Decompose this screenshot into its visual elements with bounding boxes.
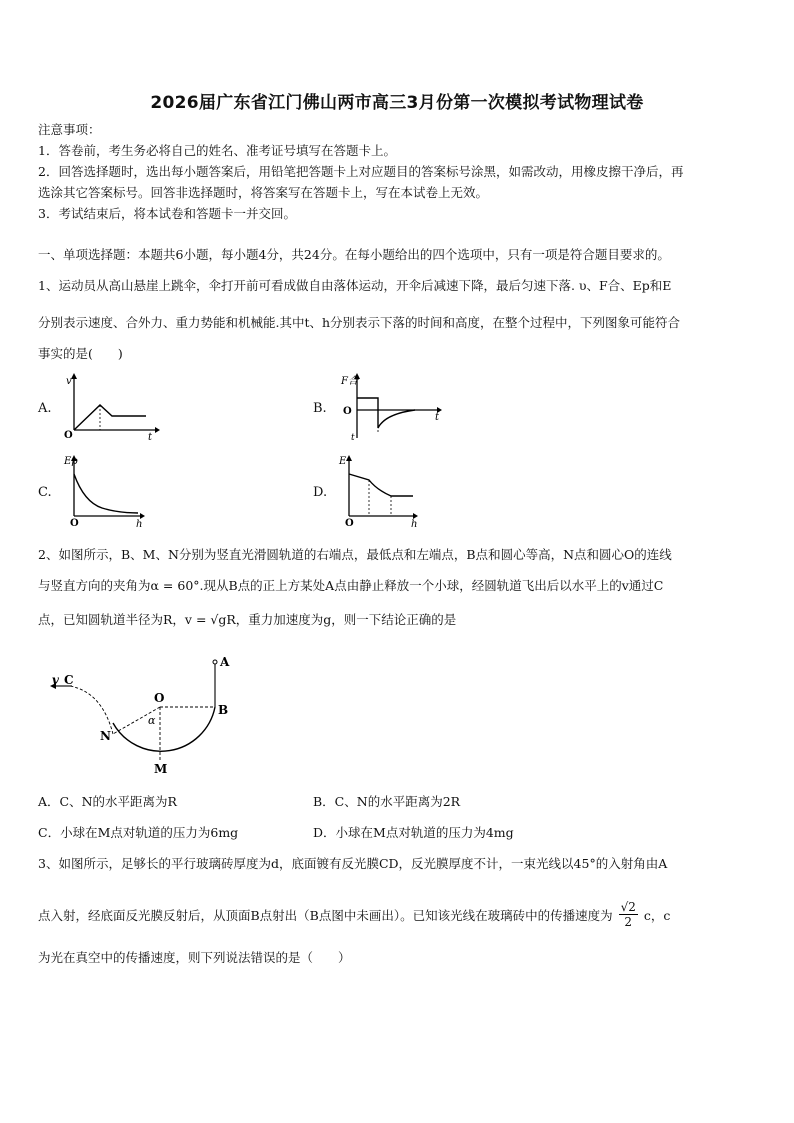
q2-line2: 与竖直方向的夹角为α = 60°.现从B点的正上方某处A点由静止释放一个小球，经圆轨道飞出后以水平上的v通过C	[38, 578, 664, 593]
graph-d-y-arrow	[346, 455, 352, 461]
q2-option-a: A．C、N的水平距离为R	[38, 794, 177, 809]
q2-label-b: B	[218, 703, 229, 717]
q3-line2-tail: c，c	[643, 908, 671, 923]
q3-line2	[38, 902, 670, 931]
q2-figure	[40, 650, 250, 775]
q3-line1: 3、如图所示，足够长的平行玻璃砖厚度为d，底面镀有反光膜CD，反光膜厚度不计，一束光线以45°的入射角由A	[38, 856, 668, 871]
graph-b-curve	[378, 410, 415, 428]
graph-a-y-label: v	[66, 376, 72, 387]
graph-d-origin: O	[345, 518, 354, 528]
q2-label-alpha: α	[148, 714, 156, 727]
q3-fraction-num: √2	[620, 900, 636, 914]
q2-option-b: B．C、N的水平距离为2R	[313, 794, 461, 809]
graph-a-x-arrow	[155, 427, 160, 433]
q2-label-c: C	[64, 673, 74, 687]
q2-trajectory	[70, 686, 113, 734]
q1-line2: 分别表示速度、合外力、重力势能和机械能.其中t、h分别表示下落的时间和高度，在整个过程中，下列图象可能符合	[38, 315, 681, 330]
q2-option-c: C．小球在M点对轨道的压力为6mg	[38, 825, 239, 840]
graph-b-bottom-label: t	[351, 433, 355, 442]
graph-c-origin: O	[70, 518, 79, 528]
notes-item-3: 3．考试结束后，将本试卷和答题卡一并交回。	[38, 206, 296, 221]
q1-graph-c	[60, 452, 160, 528]
q3-fraction-den: 2	[624, 915, 633, 929]
q1-graph-d	[335, 452, 435, 528]
q1-option-d-label: D.	[313, 485, 328, 500]
notes-heading: 注意事项：	[38, 122, 101, 137]
q2-line3: 点，已知圆轨道半径为R，v = √gR，重力加速度为g，则一下结论正确的是	[38, 612, 457, 627]
q2-label-v: v	[52, 673, 59, 687]
graph-c-y-label: Ep	[64, 456, 78, 467]
q2-option-d: D．小球在M点对轨道的压力为4mg	[313, 825, 514, 840]
q2-label-o: O	[154, 691, 165, 705]
graph-d-x-label: h	[411, 519, 418, 528]
q2-label-a: A	[220, 655, 230, 669]
q1-graph-b	[335, 370, 445, 442]
graph-b-x-label: t	[435, 412, 440, 423]
q1-option-c-label: C.	[38, 485, 52, 500]
q2-line1: 2、如图所示，B、M、N分别为竖直光滑圆轨道的右端点，最低点和左端点，B点和圆心等高，N点和圆心O的连线	[38, 547, 672, 562]
graph-b-origin: O	[343, 406, 352, 417]
q3-line3: 为光在真空中的传播速度，则下列说法错误的是（ ）	[38, 950, 351, 965]
graph-a-curve	[74, 405, 146, 430]
q1-line1: 1、运动员从高山悬崖上跳伞，伞打开前可看成做自由落体运动，开伞后减速下降，最后匀速下落. υ、F合、Ep和E	[38, 278, 672, 293]
notes-item-1: 1．答卷前，考生务必将自己的姓名、准考证号填写在答题卡上。	[38, 143, 396, 158]
graph-a-x-label: t	[148, 432, 153, 440]
q2-track	[113, 707, 215, 751]
q2-ball-a	[213, 660, 217, 664]
q1-option-b-label: B.	[313, 401, 327, 416]
graph-d-y-label: E	[339, 456, 347, 467]
graph-c-x-label: h	[136, 519, 143, 528]
q1-option-a-label: A.	[38, 401, 52, 416]
section-heading: 一、单项选择题：本题共6小题，每小题4分，共24分。在每小题给出的四个选项中，只有一项是符合题目要求的。	[38, 247, 670, 262]
graph-b-y-label: F合	[341, 376, 358, 387]
graph-b-step	[357, 398, 378, 410]
graph-d-curve	[349, 474, 413, 496]
q2-label-m: M	[154, 762, 168, 775]
graph-c-curve	[74, 474, 138, 513]
notes-item-2-cont: 选涂其它答案标号。回答非选择题时，将答案写在答题卡上，写在本试卷上无效。	[38, 185, 489, 200]
q2-label-n: N	[100, 729, 111, 743]
graph-a-origin: O	[64, 430, 73, 440]
q1-line3: 事实的是( )	[38, 346, 123, 361]
graph-a-y-arrow	[71, 373, 77, 379]
exam-title: 2026届广东省江门佛山两市高三3月份第一次模拟考试物理试卷	[150, 93, 644, 113]
notes-item-2: 2．回答选择题时，选出每小题答案后，用铅笔把答题卡上对应题目的答案标号涂黑，如需改动，用橡皮擦干净后，再	[38, 164, 684, 179]
q1-graph-a	[60, 370, 160, 440]
q3-fraction	[619, 900, 638, 929]
q3-line2-text: 点入射，经底面反光膜反射后，从顶面B点射出（B点图中未画出）。已知该光线在玻璃砖中的传播速度为	[38, 908, 613, 923]
